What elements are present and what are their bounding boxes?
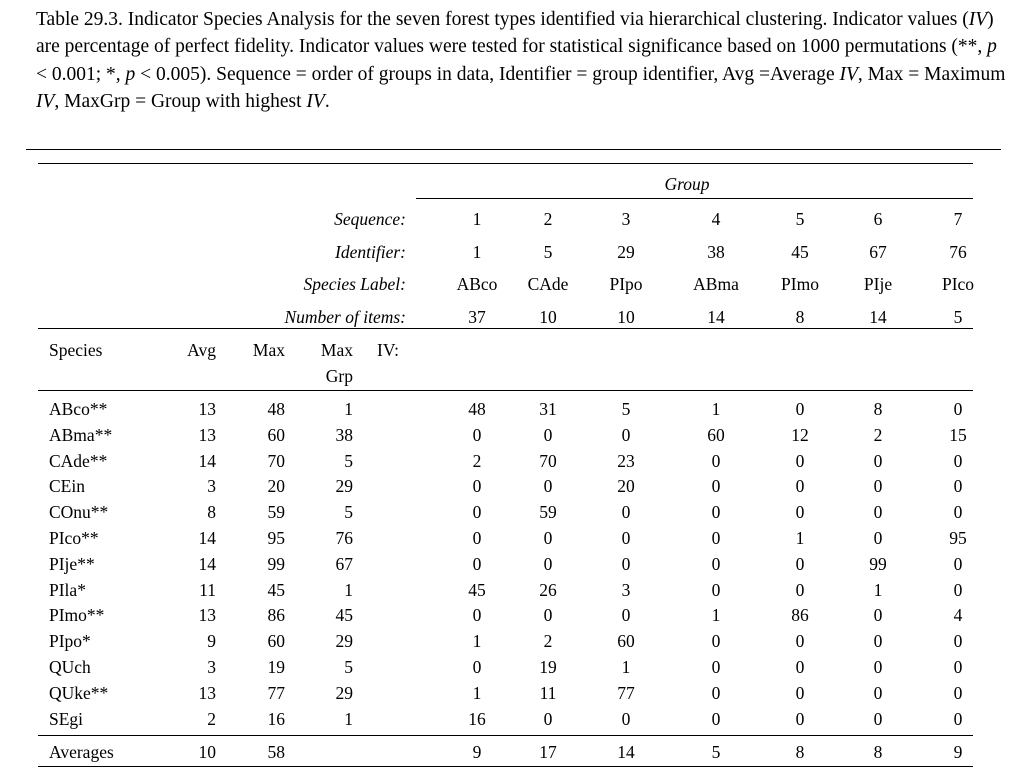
max-cell: 60 [267, 631, 285, 651]
species-name: ABma** [49, 425, 113, 445]
iv-cell: 8 [873, 399, 883, 419]
iv-cell: 0 [795, 399, 805, 419]
iv-cell: 2 [472, 451, 482, 471]
identifier-cell: 5 [543, 242, 553, 262]
column-header-rule [38, 390, 973, 391]
iv-cell: 0 [472, 425, 482, 445]
iv-cell: 0 [873, 709, 883, 729]
averages-avg-cell: 10 [198, 742, 216, 762]
species-name: PIpo* [49, 631, 91, 651]
sequence-cell: 1 [472, 209, 482, 229]
group-header: Group [664, 174, 710, 194]
iv-cell: 2 [873, 425, 883, 445]
column-header-maxgrp-line1: Max [320, 340, 353, 360]
iv-cell: 0 [873, 605, 883, 625]
iv-cell: 0 [795, 657, 805, 677]
maxgrp-cell: 38 [335, 425, 353, 445]
iv-cell: 12 [791, 425, 809, 445]
number-of-items-cell: 8 [795, 307, 805, 327]
column-header-max: Max [252, 340, 285, 360]
max-cell: 45 [267, 580, 285, 600]
averages-iv-cell: 14 [617, 742, 635, 762]
averages-iv-cell: 9 [472, 742, 482, 762]
avg-cell: 3 [207, 657, 216, 677]
avg-cell: 8 [207, 502, 216, 522]
iv-cell: 1 [711, 399, 721, 419]
table-top-rule [38, 163, 973, 164]
iv-cell: 31 [539, 399, 557, 419]
iv-cell: 0 [472, 605, 482, 625]
iv-cell: 26 [539, 580, 557, 600]
max-cell: 20 [267, 476, 285, 496]
species-label-cell: ABma [693, 274, 739, 294]
iv-cell: 0 [621, 502, 631, 522]
iv-cell: 0 [543, 528, 553, 548]
maxgrp-cell: 45 [335, 605, 353, 625]
iv-cell: 0 [621, 605, 631, 625]
identifier-cell: 76 [949, 242, 967, 262]
avg-cell: 9 [207, 631, 216, 651]
iv-cell: 45 [468, 580, 486, 600]
iv-cell: 1 [621, 657, 631, 677]
iv-cell: 0 [543, 425, 553, 445]
species-label-cell: ABco [456, 274, 498, 294]
group-span-rule [416, 198, 973, 199]
maxgrp-cell: 29 [335, 683, 353, 703]
species-name: CAde** [49, 451, 108, 471]
averages-iv-cell: 8 [795, 742, 805, 762]
species-label-cell: PIco [941, 274, 975, 294]
iv-cell: 0 [953, 580, 963, 600]
iv-cell: 0 [711, 580, 721, 600]
iv-cell: 1 [795, 528, 805, 548]
iv-cell: 1 [472, 683, 482, 703]
iv-cell: 0 [873, 657, 883, 677]
iv-cell: 0 [711, 476, 721, 496]
avg-cell: 13 [198, 425, 216, 445]
iv-cell: 11 [539, 683, 557, 703]
max-cell: 77 [267, 683, 285, 703]
maxgrp-cell: 29 [335, 631, 353, 651]
iv-cell: 5 [621, 399, 631, 419]
row-label-identifier: Identifier: [335, 242, 406, 262]
iv-cell: 0 [711, 502, 721, 522]
iv-cell: 86 [791, 605, 809, 625]
iv-cell: 0 [621, 554, 631, 574]
iv-cell: 20 [617, 476, 635, 496]
maxgrp-cell: 29 [335, 476, 353, 496]
iv-cell: 70 [539, 451, 557, 471]
number-of-items-cell: 10 [539, 307, 557, 327]
iv-cell: 77 [617, 683, 635, 703]
max-cell: 99 [267, 554, 285, 574]
averages-iv-cell: 9 [953, 742, 963, 762]
iv-cell: 16 [468, 709, 486, 729]
iv-cell: 0 [953, 657, 963, 677]
iv-cell: 0 [711, 528, 721, 548]
sequence-cell: 2 [543, 209, 553, 229]
iv-cell: 0 [472, 554, 482, 574]
iv-cell: 0 [621, 425, 631, 445]
averages-top-rule [38, 735, 973, 736]
maxgrp-cell: 76 [335, 528, 353, 548]
identifier-cell: 1 [472, 242, 482, 262]
table-caption: Table 29.3. Indicator Species Analysis for the seven forest types identified via hierarchical clustering. Indicator values (IV) are percentage of perfect fidelity. Indicator values were tested for statistical significance based on 1000 permutations (**, p < 0.001; *, p < 0.005). Sequence = order of groups in data, Identifier = group identifier, Avg =Average IV, Max = Maximum IV, MaxGrp = Group with highest IV. [36, 9, 1006, 112]
table-bottom-rule [38, 766, 973, 767]
maxgrp-cell: 5 [344, 502, 353, 522]
row-label-sequence: Sequence: [334, 209, 406, 229]
averages-max-cell: 58 [267, 742, 285, 762]
iv-cell: 0 [795, 502, 805, 522]
species-name: ABco** [49, 399, 108, 419]
iv-cell: 1 [472, 631, 482, 651]
iv-cell: 0 [795, 476, 805, 496]
maxgrp-cell: 1 [344, 580, 353, 600]
identifier-cell: 38 [707, 242, 725, 262]
column-header-iv: IV: [377, 340, 400, 360]
species-name: CEin [49, 476, 85, 496]
max-cell: 86 [267, 605, 285, 625]
species-name: QUch [49, 657, 91, 677]
iv-cell: 0 [873, 502, 883, 522]
avg-cell: 14 [198, 554, 216, 574]
maxgrp-cell: 67 [335, 554, 353, 574]
iv-cell: 0 [953, 709, 963, 729]
averages-label: Averages [49, 742, 114, 762]
iv-cell: 0 [543, 554, 553, 574]
iv-cell: 0 [711, 451, 721, 471]
iv-cell: 0 [873, 683, 883, 703]
maxgrp-cell: 1 [344, 399, 353, 419]
iv-cell: 48 [468, 399, 486, 419]
iv-cell: 23 [617, 451, 635, 471]
iv-cell: 0 [711, 683, 721, 703]
iv-cell: 0 [795, 580, 805, 600]
number-of-items-cell: 5 [953, 307, 963, 327]
maxgrp-cell: 5 [344, 657, 353, 677]
species-name: SEgi [49, 709, 84, 729]
iv-cell: 0 [472, 528, 482, 548]
iv-cell: 0 [621, 528, 631, 548]
number-of-items-cell: 10 [617, 307, 635, 327]
iv-cell: 0 [873, 476, 883, 496]
iv-cell: 99 [869, 554, 887, 574]
averages-iv-cell: 8 [873, 742, 883, 762]
max-cell: 59 [267, 502, 285, 522]
iv-cell: 4 [953, 605, 963, 625]
header-bottom-rule [38, 328, 973, 329]
sequence-cell: 4 [711, 209, 721, 229]
iv-cell: 0 [795, 709, 805, 729]
averages-iv-cell: 5 [711, 742, 721, 762]
iv-cell: 0 [711, 709, 721, 729]
identifier-cell: 67 [869, 242, 887, 262]
species-name: PIje** [49, 554, 95, 574]
number-of-items-cell: 14 [707, 307, 725, 327]
iv-cell: 0 [543, 709, 553, 729]
max-cell: 19 [267, 657, 285, 677]
row-label-species-label: Species Label: [303, 274, 406, 294]
iv-cell: 0 [873, 631, 883, 651]
caption-rule [26, 149, 1001, 150]
number-of-items-cell: 37 [468, 307, 486, 327]
iv-cell: 15 [949, 425, 967, 445]
iv-cell: 0 [873, 528, 883, 548]
avg-cell: 14 [198, 451, 216, 471]
species-name: QUke** [49, 683, 109, 703]
iv-cell: 0 [953, 683, 963, 703]
iv-cell: 0 [795, 683, 805, 703]
avg-cell: 13 [198, 683, 216, 703]
iv-cell: 60 [707, 425, 725, 445]
iv-cell: 0 [472, 657, 482, 677]
iv-cell: 60 [617, 631, 635, 651]
max-cell: 16 [267, 709, 285, 729]
column-header-avg: Avg [187, 340, 216, 360]
avg-cell: 11 [199, 580, 216, 600]
iv-cell: 0 [543, 476, 553, 496]
avg-cell: 3 [207, 476, 216, 496]
averages-iv-cell: 17 [539, 742, 557, 762]
avg-cell: 13 [198, 399, 216, 419]
iv-cell: 0 [795, 631, 805, 651]
iv-cell: 0 [472, 502, 482, 522]
iv-cell: 95 [949, 528, 967, 548]
species-label-cell: PIpo [609, 274, 643, 294]
iv-cell: 0 [711, 657, 721, 677]
iv-cell: 19 [539, 657, 557, 677]
iv-cell: 0 [953, 399, 963, 419]
number-of-items-cell: 14 [869, 307, 887, 327]
max-cell: 95 [267, 528, 285, 548]
iv-cell: 0 [873, 451, 883, 471]
iv-cell: 0 [953, 476, 963, 496]
sequence-cell: 5 [795, 209, 805, 229]
iv-cell: 1 [873, 580, 883, 600]
avg-cell: 13 [198, 605, 216, 625]
maxgrp-cell: 1 [344, 709, 353, 729]
iv-cell: 0 [953, 631, 963, 651]
sequence-cell: 3 [621, 209, 631, 229]
maxgrp-cell: 5 [344, 451, 353, 471]
row-label-number-of-items: Number of items: [284, 307, 406, 327]
max-cell: 48 [267, 399, 285, 419]
identifier-cell: 29 [617, 242, 635, 262]
iv-cell: 59 [539, 502, 557, 522]
species-name: COnu** [49, 502, 109, 522]
max-cell: 60 [267, 425, 285, 445]
iv-cell: 0 [472, 476, 482, 496]
species-label-cell: PImo [781, 274, 819, 294]
iv-cell: 1 [711, 605, 721, 625]
sequence-cell: 7 [953, 209, 963, 229]
column-header-maxgrp-line2: Grp [325, 366, 353, 386]
iv-cell: 0 [621, 709, 631, 729]
avg-cell: 14 [198, 528, 216, 548]
sequence-cell: 6 [873, 209, 883, 229]
max-cell: 70 [267, 451, 285, 471]
iv-cell: 0 [711, 554, 721, 574]
iv-cell: 0 [795, 451, 805, 471]
avg-cell: 2 [207, 709, 216, 729]
species-name: PIla* [49, 580, 86, 600]
iv-cell: 0 [711, 631, 721, 651]
species-name: PImo** [49, 605, 105, 625]
identifier-cell: 45 [791, 242, 809, 262]
species-label-cell: PIje [863, 274, 893, 294]
iv-cell: 0 [795, 554, 805, 574]
iv-cell: 3 [621, 580, 631, 600]
iv-cell: 0 [953, 451, 963, 471]
iv-cell: 0 [953, 554, 963, 574]
iv-cell: 0 [543, 605, 553, 625]
iv-cell: 2 [543, 631, 553, 651]
species-label-cell: CAde [527, 274, 569, 294]
species-name: PIco** [49, 528, 99, 548]
iv-cell: 0 [953, 502, 963, 522]
column-header-species: Species [49, 340, 103, 360]
